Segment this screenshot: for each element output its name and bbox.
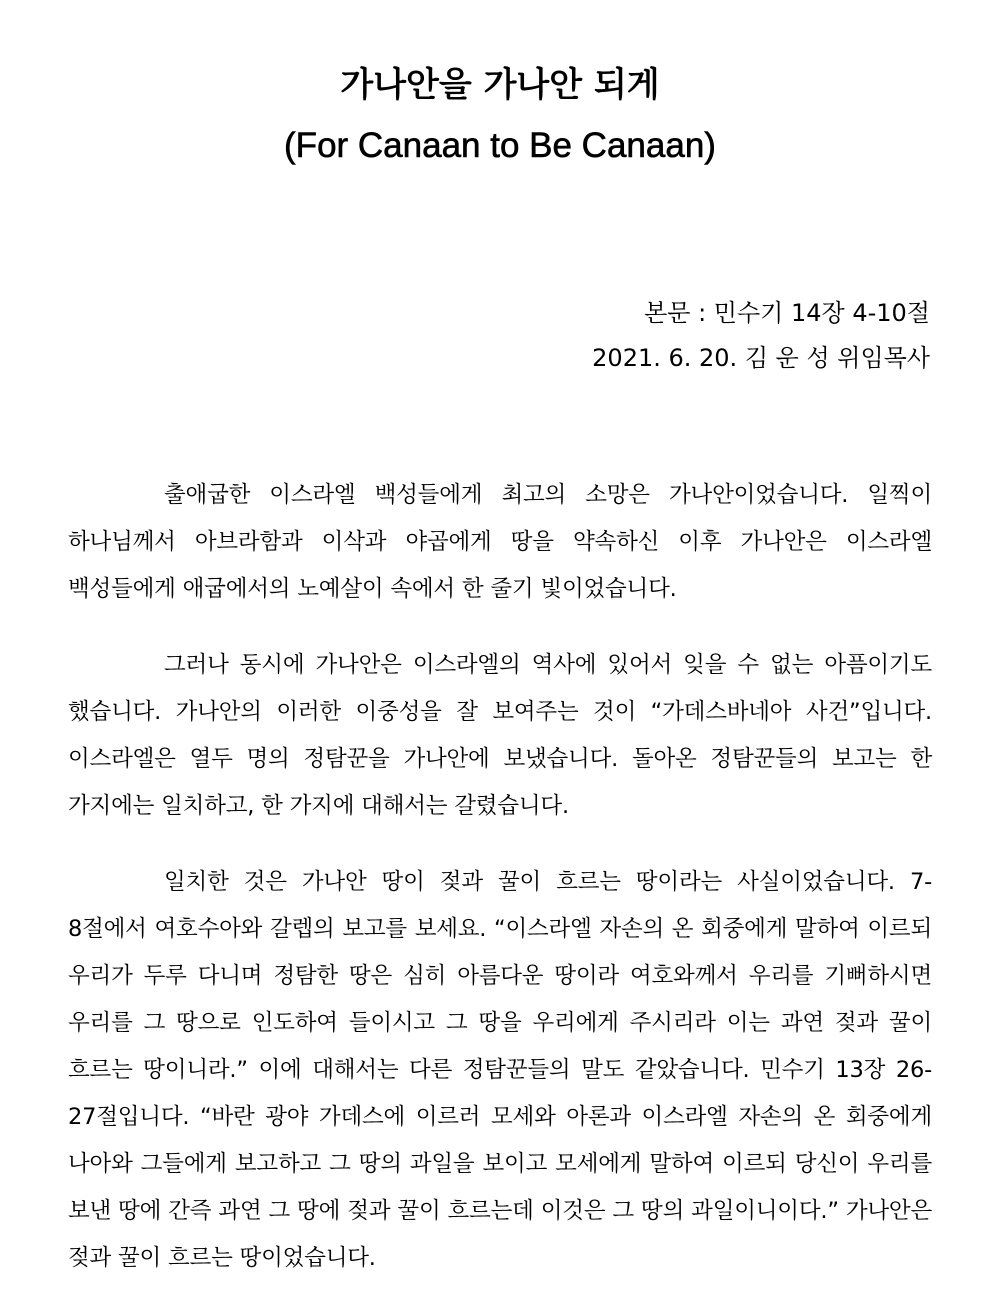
paragraph-1: 출애굽한 이스라엘 백성들에게 최고의 소망은 가나안이었습니다. 일찍이 하나님께서 아브라함과 이삭과 야곱에게 땅을 약속하신 이후 가나안은 이스라엘 백성들에게 애굽에서의 노예살이 속에서 한 줄기 빛이었습니다. — [68, 482, 932, 602]
date-author: 2021. 6. 20. 김 운 성 위임목사 — [592, 344, 930, 372]
sermon-title: 가나안을 가나안 되게 — [340, 65, 660, 105]
sermon-title-english: (For Canaan to Be Canaan) — [284, 126, 716, 165]
scripture-reference: 본문 : 민수기 14장 4-10절 — [644, 299, 930, 327]
paragraph-2: 그러나 동시에 가나안은 이스라엘의 역사에 있어서 잊을 수 없는 아픔이기도 했습니다. 가나안의 이러한 이중성을 잘 보여주는 것이 “가데스바네아 사건”입니다. 이스라엘은 열두 명의 정탐꾼을 가나안에 보냈습니다. 돌아온 정탐꾼들의 보고는 한 가지에는 일치하고, 한 가지에 대해서는 갈렸습니다. — [68, 652, 932, 819]
sermon-body — [68, 472, 932, 1311]
paragraph-3: 일치한 것은 가나안 땅이 젖과 꿀이 흐르는 땅이라는 사실이었습니다. 7-8절에서 여호수아와 갈렙의 보고를 보세요. “이스라엘 자손의 온 회중에게 말하여 이르되 우리가 두루 다니며 정탐한 땅은 심히 아름다운 땅이라 여호와께서 우리를 기뻐하시면 우리를 그 땅으로 인도하여 들이시고 그 땅을 우리에게 주시리라 이는 과연 젖과 꿀이 흐르는 땅이니라.” 이에 대해서는 다른 정탐꾼들의 말도 같았습니다. 민수기 13장 26-27절입니다. “바란 광야 가데스에 이르러 모세와 아론과 이스라엘 자손의 온 회중에게 나아와 그들에게 보고하고 그 땅의 과일을 보이고 모세에게 말하여 이르되 당신이 우리를 보낸 땅에 간즉 과연 그 땅에 젖과 꿀이 흐르는데 이것은 그 땅의 과일이니이다.” 가나안은 젖과 꿀이 흐르는 땅이었습니다. — [68, 869, 932, 1271]
